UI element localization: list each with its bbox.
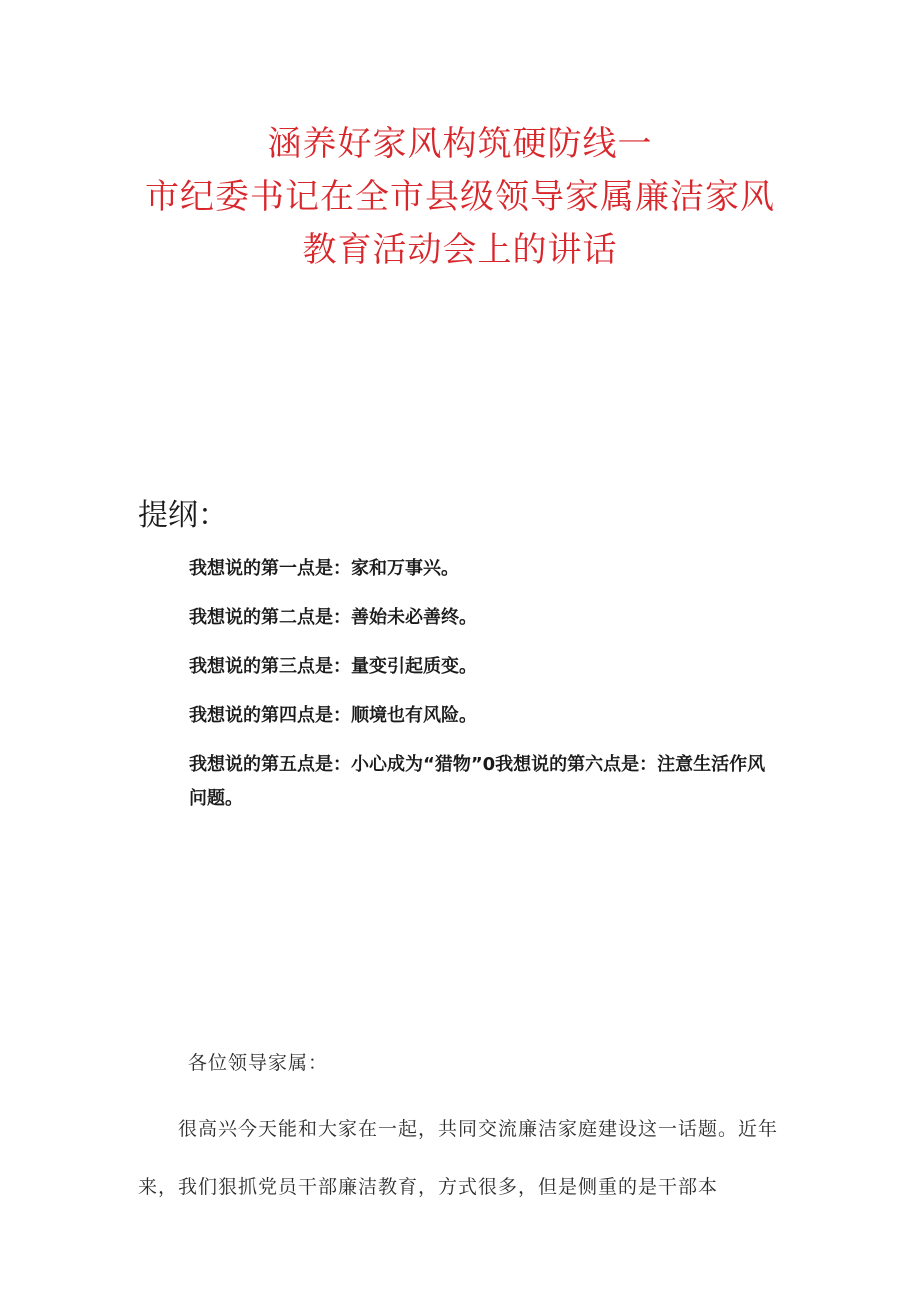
salutation: 各位领导家属： <box>188 1052 329 1074</box>
outline-list <box>189 556 789 839</box>
outline-item-5: 我想说的第五点是：小心成为“猎物”0我想说的第六点是：注意生活作风问题。 <box>189 754 766 809</box>
outline-item-4: 我想说的第四点是：顺境也有风险。 <box>189 705 477 726</box>
outline-item-1: 我想说的第一点是：家和万事兴。 <box>189 558 459 579</box>
document-title <box>0 118 920 277</box>
title-line-3: 教育活动会上的讲话 <box>302 230 618 270</box>
title-line-1: 涵养好家风构筑硬防线一 <box>267 124 653 164</box>
outline-item-2: 我想说的第二点是：善始未必善终。 <box>189 607 477 628</box>
title-line-2: 市纪委书记在全市县级领导家属廉洁家风 <box>145 177 775 217</box>
outline-item-3: 我想说的第三点是：量变引起质变。 <box>189 656 477 677</box>
body-paragraph: 很高兴今天能和大家在一起，共同交流廉洁家庭建设这一话题。近年来，我们狠抓党员干部廉洁教育，方式很多，但是侧重的是干部本 <box>138 1118 779 1198</box>
outline-heading: 提纲： <box>138 498 228 533</box>
